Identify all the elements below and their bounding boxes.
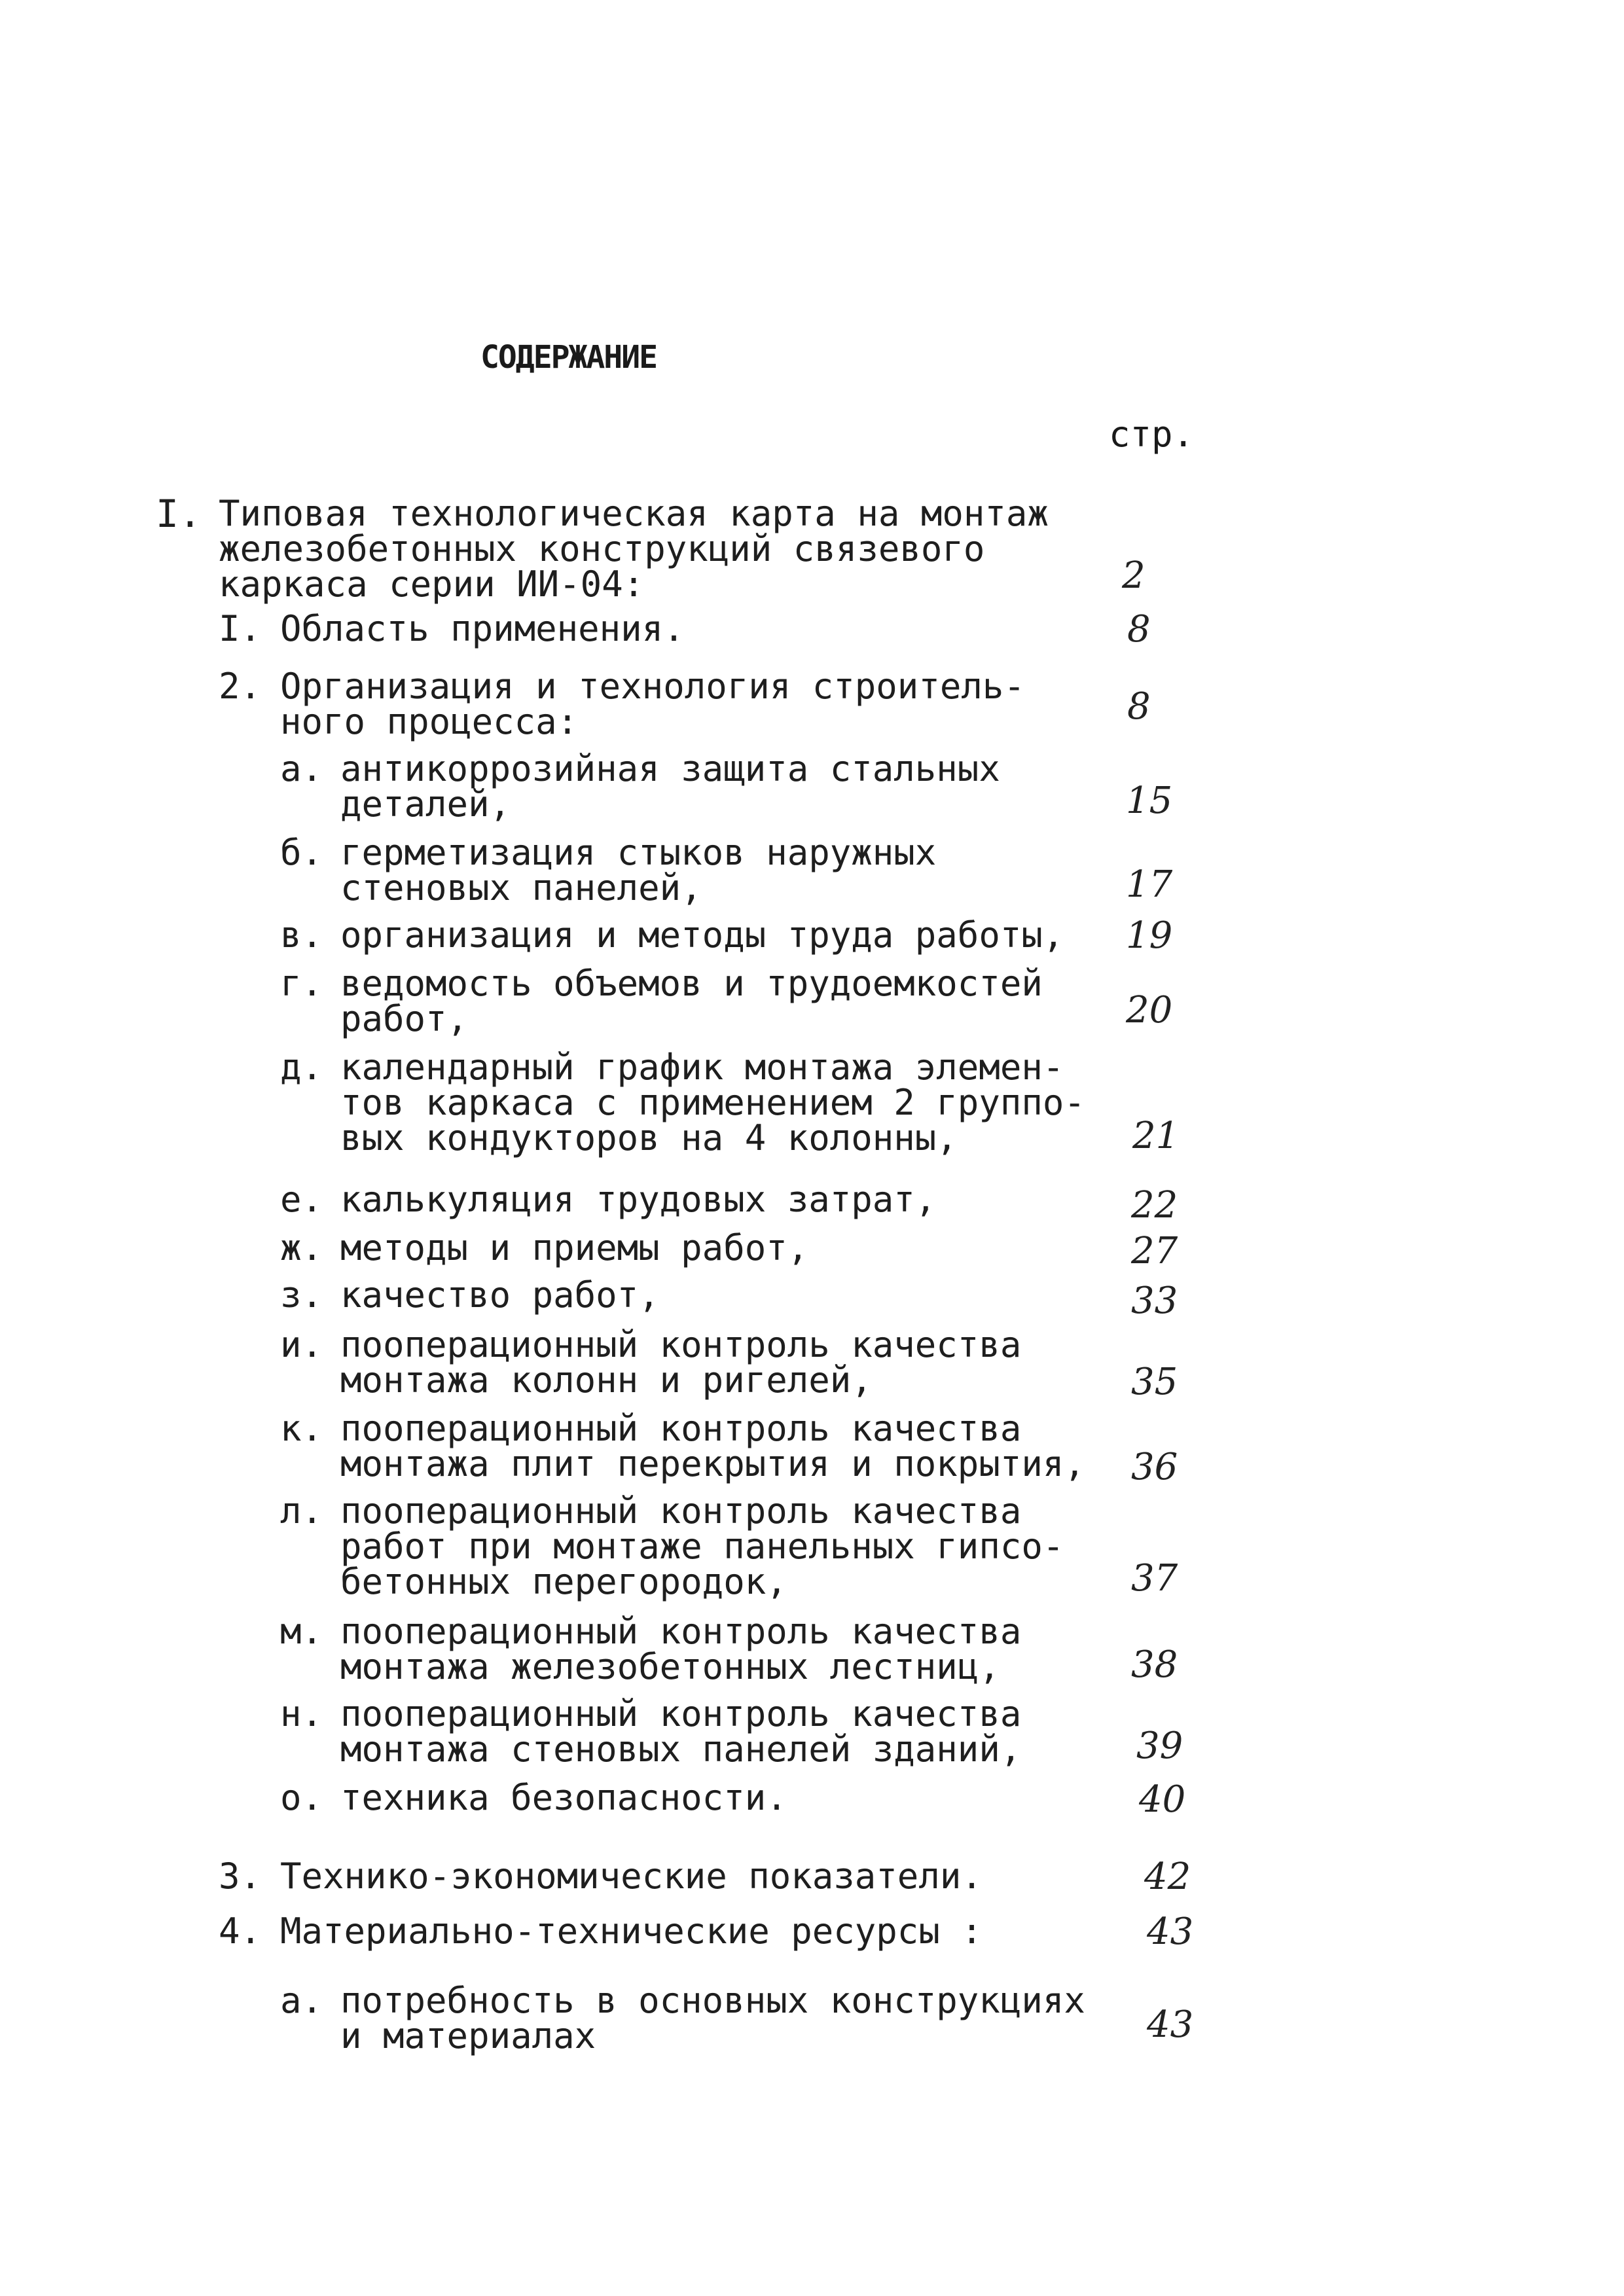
toc-entry-line: тов каркаса с применением 2 группо- <box>340 1082 1085 1123</box>
toc-entry-page: 43 <box>1147 1910 1194 1953</box>
toc-entry-line: Типовая технологическая карта на монтаж <box>219 493 1049 534</box>
toc-entry-line: монтажа колонн и ригелей, <box>340 1359 873 1401</box>
toc-entry-line: пооперационный контроль качества <box>340 1693 1022 1734</box>
toc-entry-line: и материалах <box>340 2015 596 2056</box>
toc-entry-page: 33 <box>1131 1280 1178 1322</box>
toc-entry-page: 35 <box>1131 1361 1178 1403</box>
toc-entry-page: 22 <box>1131 1184 1178 1227</box>
toc-entry-line: ного процесса: <box>280 701 579 742</box>
toc-entry-line: Технико-экономические показатели. <box>280 1856 983 1897</box>
toc-entry-number: I. <box>156 492 202 536</box>
toc-entry-line: железобетонных конструкций связевого <box>219 528 985 569</box>
toc-entry-line: вых кондукторов на 4 колонны, <box>340 1117 958 1158</box>
toc-entry-page: 43 <box>1147 2003 1194 2046</box>
toc-entry-page: 40 <box>1139 1778 1186 1821</box>
toc-entry-number: ж. <box>280 1227 323 1268</box>
toc-entry-line: Область применения. <box>280 608 685 649</box>
toc-entry-line: калькуляция трудовых затрат, <box>340 1179 937 1220</box>
toc-entry-line: пооперационный контроль качества <box>340 1611 1022 1652</box>
toc-entry-number: о. <box>280 1777 323 1818</box>
toc-entry-line: каркаса серии ИИ-04: <box>219 564 645 605</box>
toc-entry-number: 4. <box>219 1910 262 1952</box>
toc-entry-number: н. <box>280 1693 323 1734</box>
toc-entry-page: 36 <box>1131 1446 1178 1488</box>
toc-entry-line: организация и методы труда работы, <box>340 914 1064 956</box>
toc-entry-number: з. <box>280 1274 323 1316</box>
toc-entry-line: деталей, <box>340 783 511 825</box>
toc-entry-number: и. <box>280 1324 323 1365</box>
toc-entry-line: пооперационный контроль качества <box>340 1408 1022 1449</box>
toc-entry-number: в. <box>280 914 323 956</box>
toc-entry-number: г. <box>280 963 323 1004</box>
toc-entry-page: 27 <box>1131 1230 1178 1272</box>
toc-entry-line: качество работ, <box>340 1274 660 1316</box>
toc-entry-number: м. <box>280 1611 323 1652</box>
toc-entry-line: пооперационный контроль качества <box>340 1490 1022 1532</box>
toc-entry-line: ведомость объемов и трудоемкостей <box>340 963 1043 1004</box>
toc-entry-page: 8 <box>1127 685 1151 728</box>
toc-entry-page: 15 <box>1126 780 1173 822</box>
toc-entry-line: монтажа стеновых панелей зданий, <box>340 1729 1022 1770</box>
toc-entry-line: Организация и технология строитель- <box>280 666 1025 707</box>
toc-entry-page: 37 <box>1131 1557 1178 1600</box>
toc-entry-line: работ при монтаже панельных гипсо- <box>340 1526 1064 1567</box>
toc-entry-number: д. <box>280 1047 323 1088</box>
toc-entry-line: календарный график монтажа элемен- <box>340 1047 1064 1088</box>
toc-entry-line: Материально-технические ресурсы : <box>280 1910 983 1952</box>
document-title: СОДЕРЖАНИЕ <box>480 339 657 376</box>
toc-entry-page: 8 <box>1127 608 1151 651</box>
toc-entry-line: монтажа плит перекрытия и покрытия, <box>340 1443 1085 1484</box>
toc-entry-line: герметизация стыков наружных <box>340 832 937 873</box>
toc-entry-number: 2. <box>219 666 262 707</box>
toc-entry-number: а. <box>280 748 323 789</box>
toc-entry-number: б. <box>280 832 323 873</box>
toc-entry-page: 21 <box>1132 1115 1180 1157</box>
toc-entry-number: к. <box>280 1408 323 1449</box>
toc-entry-line: антикоррозийная защита стальных <box>340 748 1000 789</box>
toc-entry-page: 2 <box>1122 554 1146 597</box>
toc-entry-page: 38 <box>1131 1643 1178 1686</box>
toc-entry-page: 39 <box>1136 1725 1183 1767</box>
toc-entry-line: методы и приемы работ, <box>340 1227 809 1268</box>
toc-entry-number: а. <box>280 1980 323 2021</box>
toc-entry-line: работ, <box>340 998 469 1039</box>
toc-entry-page: 20 <box>1126 989 1173 1031</box>
toc-entry-line: монтажа железобетонных лестниц, <box>340 1646 1000 1687</box>
toc-entry-line: техника безопасности. <box>340 1777 787 1818</box>
toc-entry-line: бетонных перегородок, <box>340 1561 787 1602</box>
toc-entry-page: 17 <box>1126 863 1173 906</box>
toc-entry-line: стеновых панелей, <box>340 867 702 908</box>
page-column-header: стр. <box>1109 414 1195 455</box>
toc-entry-line: потребность в основных конструкциях <box>340 1980 1085 2021</box>
toc-entry-number: л. <box>280 1490 323 1532</box>
toc-entry-line: пооперационный контроль качества <box>340 1324 1022 1365</box>
toc-entry-number: 3. <box>219 1856 262 1897</box>
toc-entry-page: 19 <box>1126 914 1173 957</box>
toc-entry-page: 42 <box>1144 1856 1191 1898</box>
toc-entry-number: I. <box>219 608 262 649</box>
toc-entry-number: е. <box>280 1179 323 1220</box>
